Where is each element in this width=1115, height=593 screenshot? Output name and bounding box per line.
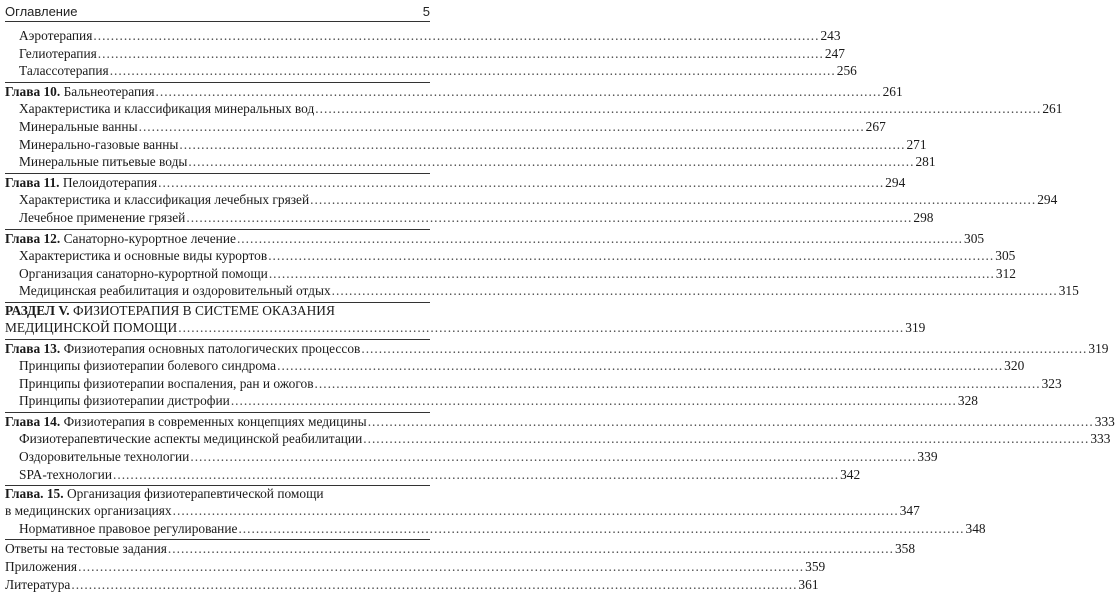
toc-page-number: 333	[1090, 431, 1111, 447]
toc-chapter[interactable]	[5, 174, 906, 192]
toc-page-number: 359	[805, 559, 826, 575]
chapter-title-line1: Организация физиотерапевтической помощи	[66, 486, 324, 502]
dot-leader	[110, 62, 836, 80]
dot-leader	[332, 282, 1058, 300]
toc-page-number: 305	[964, 230, 985, 246]
toc-entry-text	[19, 375, 314, 393]
dot-leader	[173, 502, 899, 520]
toc-entry-title: Приложения	[5, 559, 78, 575]
toc-page-number: 347	[899, 503, 920, 519]
toc-page-number: 261	[882, 83, 903, 99]
toc-entry-text	[19, 191, 309, 209]
toc-entry-text	[5, 558, 77, 576]
toc-entry-title: Оздоровительные технологии	[19, 449, 190, 465]
toc-page-number: 339	[917, 449, 938, 465]
toc-entry-title: Литература	[5, 576, 71, 592]
toc-entry-text	[19, 153, 187, 171]
toc-entry-title: Аэротерапия	[19, 28, 93, 43]
dot-leader	[315, 375, 1041, 393]
toc-entry-title: Нормативное правовое регулирование	[19, 520, 238, 536]
toc-entry-text	[19, 520, 237, 538]
toc-entry-title: SPA-технологии	[19, 466, 112, 482]
toc-entry-title: Характеристика и основные виды курортов	[19, 248, 268, 264]
toc-entry-text	[5, 540, 167, 558]
dot-leader	[98, 45, 824, 63]
toc-entry-title: Минеральные ванны	[19, 118, 138, 134]
toc-entry-text	[5, 340, 360, 358]
toc-backmatter[interactable]	[5, 558, 826, 576]
chapter-number: Глава 14.	[5, 413, 61, 429]
toc-page-number: 319	[1088, 340, 1109, 356]
toc-page-number: 348	[965, 520, 986, 536]
toc-chapter[interactable]	[5, 83, 903, 101]
dot-leader	[113, 466, 839, 484]
toc-entry-title: Минерально-газовые ванны	[19, 136, 179, 152]
chapter-number: Глава 13.	[5, 340, 61, 356]
toc-entry-text	[5, 502, 172, 520]
chapter-number: Глава 12.	[5, 230, 61, 246]
toc-entry-text	[19, 45, 97, 63]
toc-page-number: 319	[905, 319, 926, 335]
toc-page-number: 312	[995, 265, 1016, 281]
dot-leader	[168, 540, 894, 558]
toc-entry-text	[19, 100, 314, 118]
chapter-number: Глава 10.	[5, 83, 61, 99]
toc-subentry[interactable]	[5, 136, 927, 154]
toc-entry-text	[19, 209, 185, 227]
toc-subentry[interactable]	[5, 282, 1079, 300]
toc-entry-text	[5, 174, 157, 192]
toc-page-number: 294	[1037, 192, 1058, 208]
toc-chapter[interactable]	[5, 413, 1115, 431]
dot-leader	[78, 558, 804, 576]
toc-entry-title: Санаторно-курортное лечение	[63, 230, 236, 246]
section-title-line1: ФИЗИОТЕРАПИЯ В СИСТЕМЕ ОКАЗАНИЯ	[73, 302, 335, 318]
dot-leader	[361, 340, 1087, 358]
toc-entry-title: в медицинских организациях	[5, 503, 172, 519]
dot-leader	[178, 319, 904, 337]
header-rule	[5, 21, 430, 22]
toc-entry-text	[5, 83, 155, 101]
toc-backmatter[interactable]	[5, 540, 916, 558]
toc-page-number: 305	[995, 248, 1016, 264]
toc-page-number: 281	[915, 154, 936, 170]
toc-section-heading-cont[interactable]	[5, 319, 926, 337]
toc-subentry[interactable]	[5, 448, 938, 466]
dot-leader	[238, 520, 964, 538]
toc-page-number: 320	[1004, 358, 1025, 374]
toc-chapter[interactable]	[5, 340, 1109, 358]
dot-leader	[231, 392, 957, 410]
dot-leader	[158, 174, 884, 192]
chapter-number: Глава. 15.	[5, 486, 64, 502]
toc-entry-title: МЕДИЦИНСКОЙ ПОМОЩИ	[5, 319, 178, 335]
toc-subentry[interactable]	[5, 100, 1063, 118]
toc-subentry[interactable]	[5, 209, 934, 227]
toc-page-number: 358	[894, 541, 916, 557]
toc-entry-title: Медицинская реабилитация и оздоровительный отдых	[19, 283, 331, 299]
toc-subentry[interactable]	[5, 27, 841, 45]
toc-entry-title: Пелоидотерапия	[62, 174, 158, 190]
toc-entry-text	[5, 576, 70, 593]
toc-section-heading[interactable]	[5, 303, 430, 319]
toc-subentry[interactable]	[5, 375, 1062, 393]
toc-subentry[interactable]	[5, 247, 1016, 265]
toc-entry-title: Принципы физиотерапии дистрофии	[19, 393, 230, 409]
dot-leader	[277, 357, 1003, 375]
toc-entry-title: Лечебное применение грязей	[19, 209, 186, 225]
toc-subentry[interactable]	[5, 118, 886, 136]
toc-entry-title: Организация санаторно-курортной помощи	[19, 265, 268, 281]
toc-entry-text	[19, 247, 267, 265]
dot-leader	[315, 100, 1041, 118]
toc-entry-text	[19, 282, 331, 300]
toc-page-number: 247	[824, 45, 845, 61]
toc-entry-text	[5, 413, 367, 431]
toc-page-number: 267	[865, 118, 886, 134]
toc-entry-title: Физиотерапия основных патологических процессов	[63, 340, 361, 356]
toc-entry-text	[5, 230, 236, 248]
toc-entry-text	[19, 448, 189, 466]
toc-page-number: 294	[885, 174, 906, 190]
toc-entry-title: Характеристика и классификация лечебных грязей	[19, 192, 310, 208]
toc-entry-text	[19, 136, 178, 154]
toc-entry-title: Бальнеотерапия	[63, 83, 155, 99]
toc-subentry[interactable]	[5, 45, 845, 63]
toc-chapter-cont[interactable]	[5, 502, 920, 520]
toc-subentry[interactable]	[5, 520, 986, 538]
toc-entry-title: Физиотерапевтические аспекты медицинской реабилитации	[19, 431, 363, 447]
toc-subentry[interactable]	[5, 430, 1111, 448]
running-header	[5, 2, 430, 20]
dot-leader	[268, 247, 994, 265]
toc-entry-title: Принципы физиотерапии болевого синдрома	[19, 358, 277, 374]
toc-entry-title: Принципы физиотерапии воспаления, ран и ожогов	[19, 375, 314, 391]
dot-leader	[237, 230, 963, 248]
dot-leader	[269, 265, 995, 283]
dot-leader	[93, 27, 819, 45]
chapter-number: Глава 11.	[5, 174, 60, 190]
toc-page-number: 323	[1041, 375, 1062, 391]
dot-leader	[186, 209, 912, 227]
table-of-contents	[5, 27, 1115, 593]
toc-entry-title: Талассотерапия	[19, 63, 109, 79]
toc-page-number: 271	[906, 136, 927, 152]
toc-subentry[interactable]	[5, 265, 1016, 283]
toc-page-number: 243	[820, 28, 841, 43]
toc-page-number: 261	[1042, 101, 1063, 117]
toc-entry-text	[19, 392, 230, 410]
toc-entry-text	[19, 62, 109, 80]
dot-leader	[71, 576, 797, 593]
toc-entry-title: Физиотерапия в современных концепциях медицины	[63, 413, 367, 429]
toc-subentry[interactable]	[5, 466, 861, 484]
toc-page-number: 361	[798, 576, 819, 592]
dot-leader	[363, 430, 1089, 448]
toc-entry-title: Минеральные питьевые воды	[19, 154, 188, 170]
toc-subentry[interactable]	[5, 153, 936, 171]
dot-leader	[156, 83, 882, 101]
section-number: РАЗДЕЛ V.	[5, 302, 70, 318]
dot-leader	[139, 118, 865, 136]
toc-subentry[interactable]	[5, 191, 1058, 209]
toc-chapter[interactable]	[5, 486, 430, 502]
toc-page-number: 342	[840, 466, 861, 482]
toc-entry-text	[19, 27, 92, 45]
toc-entry-text	[19, 466, 112, 484]
header-title: Оглавление	[5, 3, 78, 19]
toc-entry-title: Характеристика и классификация минеральных вод	[19, 101, 315, 117]
toc-entry-title: Гелиотерапия	[19, 45, 97, 61]
dot-leader	[310, 191, 1036, 209]
toc-page-number: 328	[957, 393, 978, 409]
toc-page-number: 256	[836, 63, 857, 79]
toc-page-number: 315	[1058, 283, 1079, 299]
toc-entry-text	[19, 265, 268, 283]
toc-subentry[interactable]	[5, 392, 978, 410]
header-page-number: 5	[422, 3, 430, 19]
toc-page-number: 333	[1094, 413, 1115, 429]
toc-subentry[interactable]	[5, 62, 857, 80]
toc-entry-text	[19, 357, 276, 375]
toc-entry-title: Ответы на тестовые задания	[5, 541, 167, 557]
dot-leader	[190, 448, 916, 466]
toc-backmatter[interactable]	[5, 576, 819, 593]
dot-leader	[368, 413, 1094, 431]
toc-entry-text	[5, 319, 177, 337]
toc-chapter[interactable]	[5, 230, 985, 248]
toc-page-number: 298	[913, 209, 934, 225]
dot-leader	[188, 153, 914, 171]
toc-entry-text	[19, 430, 362, 448]
toc-subentry[interactable]	[5, 357, 1025, 375]
toc-entry-text	[19, 118, 138, 136]
dot-leader	[179, 136, 905, 154]
